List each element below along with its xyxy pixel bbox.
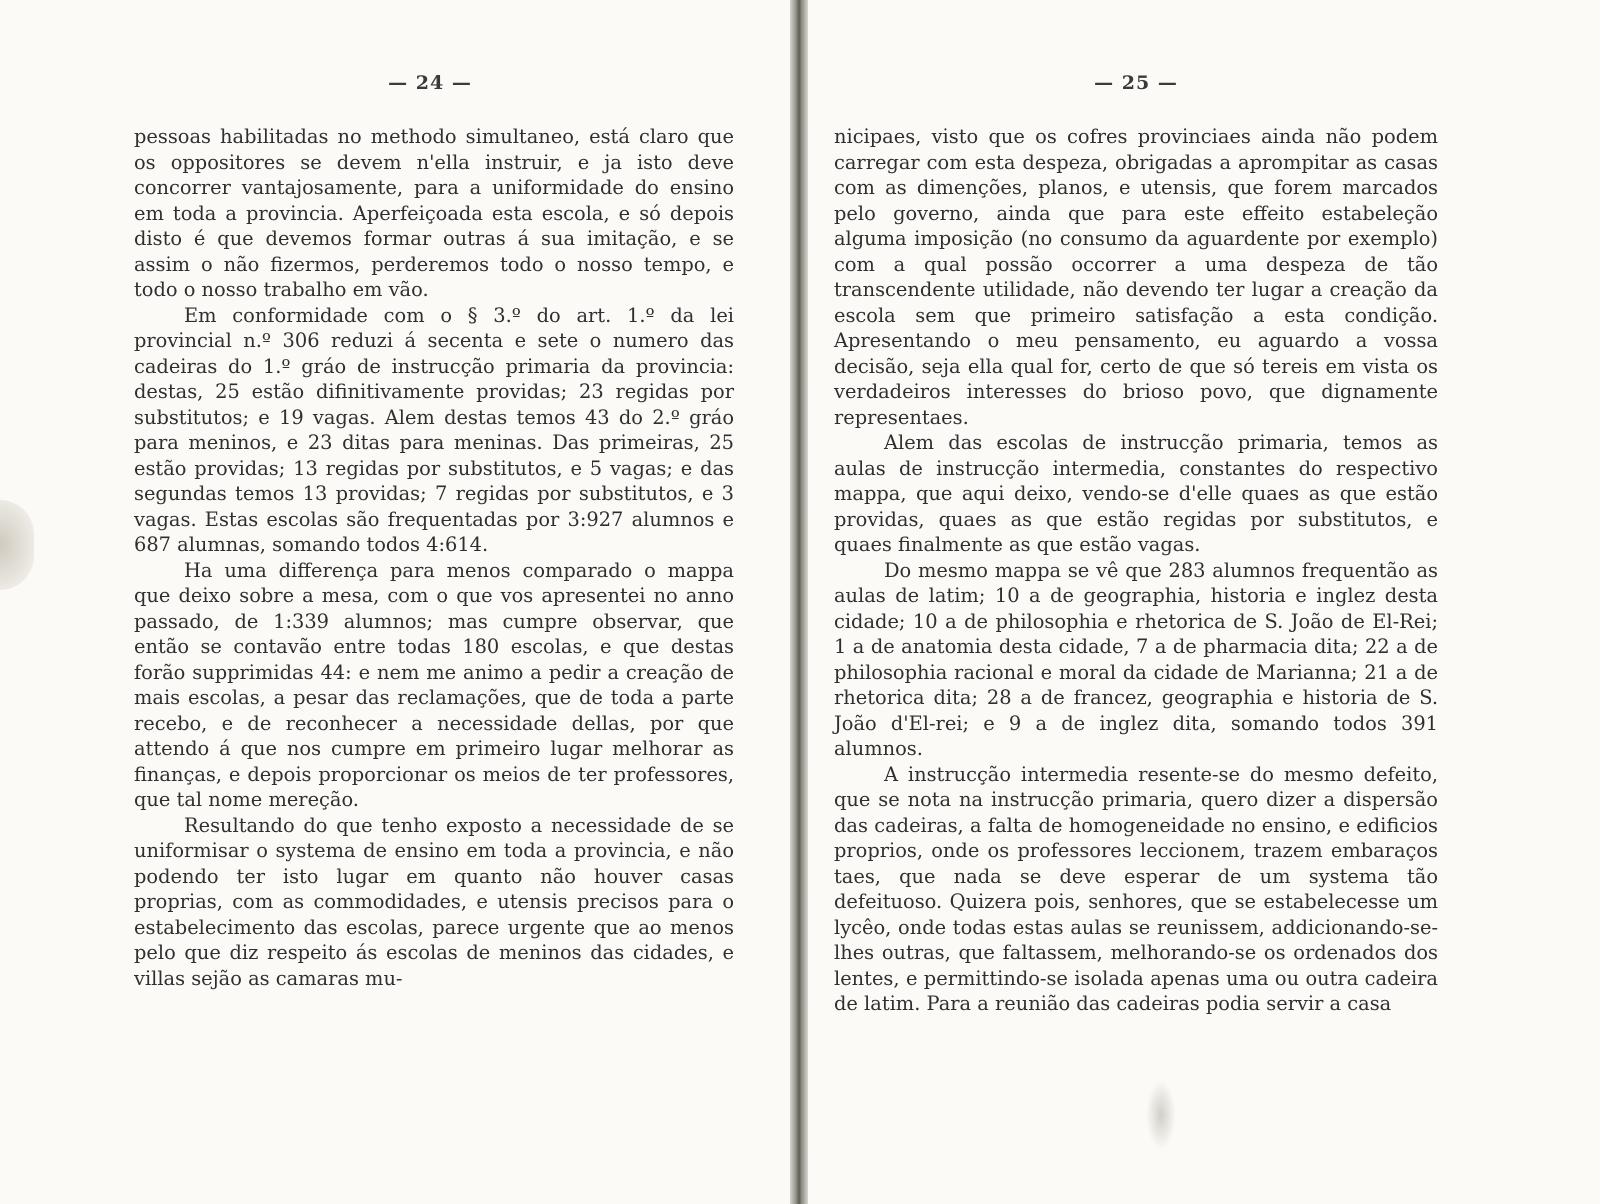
right-page-text xyxy=(834,124,1438,1017)
right-paragraph-2: Alem das escolas de instrucção primaria, temos as aulas de instrucção intermedia, constantes do respectivo mappa, que aqui deixo, vendo-se d'elle quaes as que estão providas, quaes as que estão regidas por substitutos, e quaes finalmente as que estão vagas. xyxy=(834,431,1438,556)
right-paragraph-3: Do mesmo mappa se vê que 283 alumnos frequentão as aulas de latim; 10 a de geographia, historia e inglez desta cidade; 10 a de philosophia e rhetorica de S. João de El-Rei; 1 a de anatomia desta cidade, 7 a de pharmacia dita; 22 a de philosophia racional e moral da cidade de Marianna; 21 a de rhetorica dita; 28 a de francez, geographia e historia de S. João d'El-rei; e 9 a de inglez dita, somando todos 391 alumnos. xyxy=(834,558,1438,760)
left-page-text xyxy=(134,124,734,991)
left-paragraph-2: Em conformidade com o § 3.º do art. 1.º da lei provincial n.º 306 reduzi á secenta e sete o numero das cadeiras do 1.º gráo de instrucção primaria da provincia: destas, 25 estão difinitivamente providas; 23 regidas por substitutos; e 19 vagas. Alem destas temos 43 do 2.º gráo para meninos, e 23 ditas para meninas. Das primeiras, 25 estão providas; 13 regidas por substitutos, e 5 vagas; e das segundas temos 13 providas; 7 regidas por substitutos, e 3 vagas. Estas escolas são frequentadas por 3:927 alumnos e 687 alumnas, somando todos 4:614. xyxy=(134,303,734,556)
left-paragraph-4: Resultando do que tenho exposto a necessidade de se uniformisar o systema de ensino em toda a provincia, e não podendo ter isto lugar em quanto não houver casas proprias, com as commodidades, e utensis precisos para o estabelecimento das escolas, parece urgente que ao menos pelo que diz respeito ás escolas de meninos das cidades, e villas sejão as camaras mu- xyxy=(134,813,734,990)
right-paragraph-1: nicipaes, visto que os cofres provinciaes ainda não podem carregar com esta despeza, obrigadas a aprompitar as casas com as dimenções, planos, e utensis, que forem marcados pelo governo, ainda que para este effeito estabeleção alguma imposição (no consumo da aguardente por exemplo) com a qual possão occorrer a uma despeza de tão transcendente utilidade, não devendo ter lugar a creação da escola sem que primeiro satisfação a esta condição. Apresentando o meu pensamento, eu aguardo a vossa decisão, seja ella qual for, certo de que só tereis em vista os verdadeiros interesses do brioso povo, que dignamente representaes. xyxy=(834,125,1438,429)
right-page-number: — 25 — xyxy=(1094,72,1178,94)
left-page xyxy=(0,0,792,1204)
ink-smudge xyxy=(1146,1080,1176,1150)
paper-stain xyxy=(0,500,34,590)
left-paragraph-1: pessoas habilitadas no methodo simultaneo, está claro que os oppositores se devem n'ella instruir, e ja isto deve concorrer vantajosamente, para a uniformidade do ensino em toda a provincia. Aperfeiçoada esta escola, e só depois disto é que devemos formar outras á sua imitação, e se assim o não fizermos, perderemos todo o nosso tempo, e todo o nosso trabalho em vão. xyxy=(134,125,734,301)
right-page xyxy=(808,0,1600,1204)
right-paragraph-4: A instrucção intermedia resente-se do mesmo defeito, que se nota na instrucção primaria, quero dizer a dispersão das cadeiras, a falta de homogeneidade no ensino, e edificios proprios, onde os professores leccionem, trazem embaraços taes, que nada se deve esperar de um systema tão defeituoso. Quizera pois, senhores, que se estabelecesse um lycêo, onde todas estas aulas se reunissem, addicionando-se-lhes outras, que faltassem, melhorando-se os ordenados dos lentes, e permittindo-se isolada apenas uma ou outra cadeira de latim. Para a reunião das cadeiras podia servir a casa xyxy=(834,762,1438,1015)
left-paragraph-3: Ha uma differença para menos comparado o mappa que deixo sobre a mesa, com o que vos apresentei no anno passado, de 1:339 alumnos; mas cumpre observar, que então se contavão entre todas 180 escolas, e que destas forão supprimidas 44: e nem me animo a pedir a creação de mais escolas, a pesar das reclamações, que de toda a parte recebo, e de reconhecer a necessidade dellas, por que attendo á que nos cumpre em primeiro lugar melhorar as finanças, e depois proporcionar os meios de ter professores, que tal nome mereção. xyxy=(134,558,734,811)
book-gutter xyxy=(790,0,808,1204)
left-page-number: — 24 — xyxy=(388,72,472,94)
